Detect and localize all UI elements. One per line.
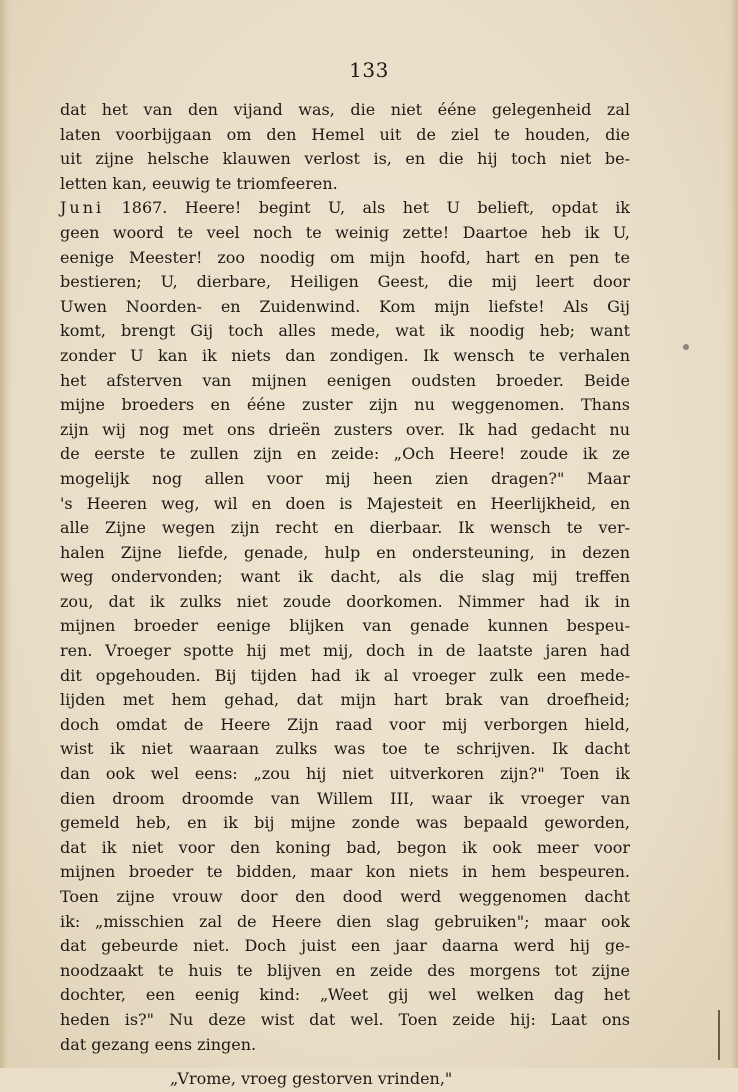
text-line: zonder U kan ik niets dan zondigen. Ik wensch te verhalen xyxy=(60,345,630,365)
text-line: de eerste te zullen zijn en zeide: „Och Heere! zoude ik ze xyxy=(60,444,630,464)
text-line: noodzaakt te huis te blijven en zeide des morgens tot zijne xyxy=(60,960,630,980)
text-line: geen woord te veel noch te weinig zette! Daartoe heb ik U, xyxy=(60,222,630,242)
text-line: ik: „misschien zal de Heere dien slag gebruiken"; maar ook xyxy=(60,911,630,931)
text-line: dan ook wel eens: „zou hij niet uitverkoren zijn?" Toen ik xyxy=(60,764,630,784)
page-left-edge xyxy=(0,0,12,1068)
text-line: weg ondervonden; want ik dacht, als die slag mij treffen xyxy=(60,567,630,587)
text-line: heden is?" Nu deze wist dat wel. Toen zeide hij: Laat ons xyxy=(60,1009,630,1029)
text-line: Toen zijne vrouw door den dood werd weggenomen dacht xyxy=(60,887,630,906)
text-line: doch omdat de Heere Zijn raad voor mij verborgen hield, xyxy=(60,714,630,734)
text-line: dien droom droomde van Willem III, waar ik vroeger van xyxy=(60,788,630,808)
paper-speck xyxy=(683,344,689,350)
text-line: komt, brengt Gij toch alles mede, wat ik noodig heb; want xyxy=(60,321,630,341)
text-line: lijden met hem gehad, dat mijn hart brak van droefheid; xyxy=(60,690,630,710)
verse-line: „Vrome, vroeg gestorven vrinden," xyxy=(170,1069,453,1089)
text-line: alle Zijne wegen zijn recht en dierbaar. Ik wensch te ver- xyxy=(60,518,630,538)
text-line: het afsterven van mijnen eenigen oudsten broeder. Beide xyxy=(60,370,630,390)
margin-mark xyxy=(718,1010,720,1060)
text-line: halen Zijne liefde, genade, hulp en ondersteuning, in dezen xyxy=(60,542,630,562)
text-line: dat ik niet voor den koning bad, begon ik ook meer voor xyxy=(60,837,630,857)
text-line: dat het van den vijand was, die niet ééne gelegenheid zal xyxy=(60,100,630,119)
text-line: ren. Vroeger spotte hij met mij, doch in de laatste jaren had xyxy=(60,641,630,661)
text-line: mijnen broeder eenige blijken van genade kunnen bespeu- xyxy=(60,616,630,636)
body-text xyxy=(60,98,630,1092)
text-line: Uwen Noorden- en Zuidenwind. Kom mijn liefste! Als Gij xyxy=(60,296,630,316)
text-line: dat gezang eens zingen. xyxy=(60,1034,257,1054)
date-emphasis: Juni xyxy=(60,198,105,218)
text-line: bestieren; U, dierbare, Heiligen Geest, die mij leert door xyxy=(60,272,630,292)
text-line: mijne broeders en ééne zuster zijn nu weggenomen. Thans xyxy=(60,395,630,415)
text-line: letten kan, eeuwig te triomfeeren. xyxy=(60,173,338,193)
text-line: zou, dat ik zulks niet zoude doorkomen. Nimmer had ik in xyxy=(60,591,630,611)
text-line: dochter, een eenig kind: „Weet gij wel welken dag het xyxy=(60,985,630,1005)
text-line: eenige Meester! zoo noodig om mijn hoofd, hart en pen te xyxy=(60,247,630,267)
text-line: dat gebeurde niet. Doch juist een jaar daarna werd hij ge- xyxy=(60,936,630,956)
text-line: laten voorbijgaan om den Hemel uit de ziel te houden, die xyxy=(60,124,630,144)
text-line: uit zijne helsche klauwen verlost is, en die hij toch niet be- xyxy=(60,149,630,169)
text-line: gemeld heb, en ik bij mijne zonde was bepaald geworden, xyxy=(60,813,630,833)
text-line: Juni 1867. Heere! begint U, als het U belieft, opdat ik xyxy=(60,198,630,218)
text-line: 's Heeren weg, wil en doen is Majesteit en Heerlijkheid, en xyxy=(60,493,630,513)
page-right-edge xyxy=(724,0,738,1068)
text-line: mijnen broeder te bidden, maar kon niets in hem bespeuren. xyxy=(60,862,630,882)
text-line: wist ik niet waaraan zulks was toe te schrijven. Ik dacht xyxy=(60,739,630,759)
text-line: mogelijk nog allen voor mij heen zien dragen?" Maar xyxy=(60,468,630,488)
text-line: zijn wij nog met ons drieën zusters over. Ik had gedacht nu xyxy=(60,419,630,439)
page-number: 133 xyxy=(349,58,389,82)
text-line: dit opgehouden. Bij tijden had ik al vroeger zulk een mede- xyxy=(60,665,630,685)
